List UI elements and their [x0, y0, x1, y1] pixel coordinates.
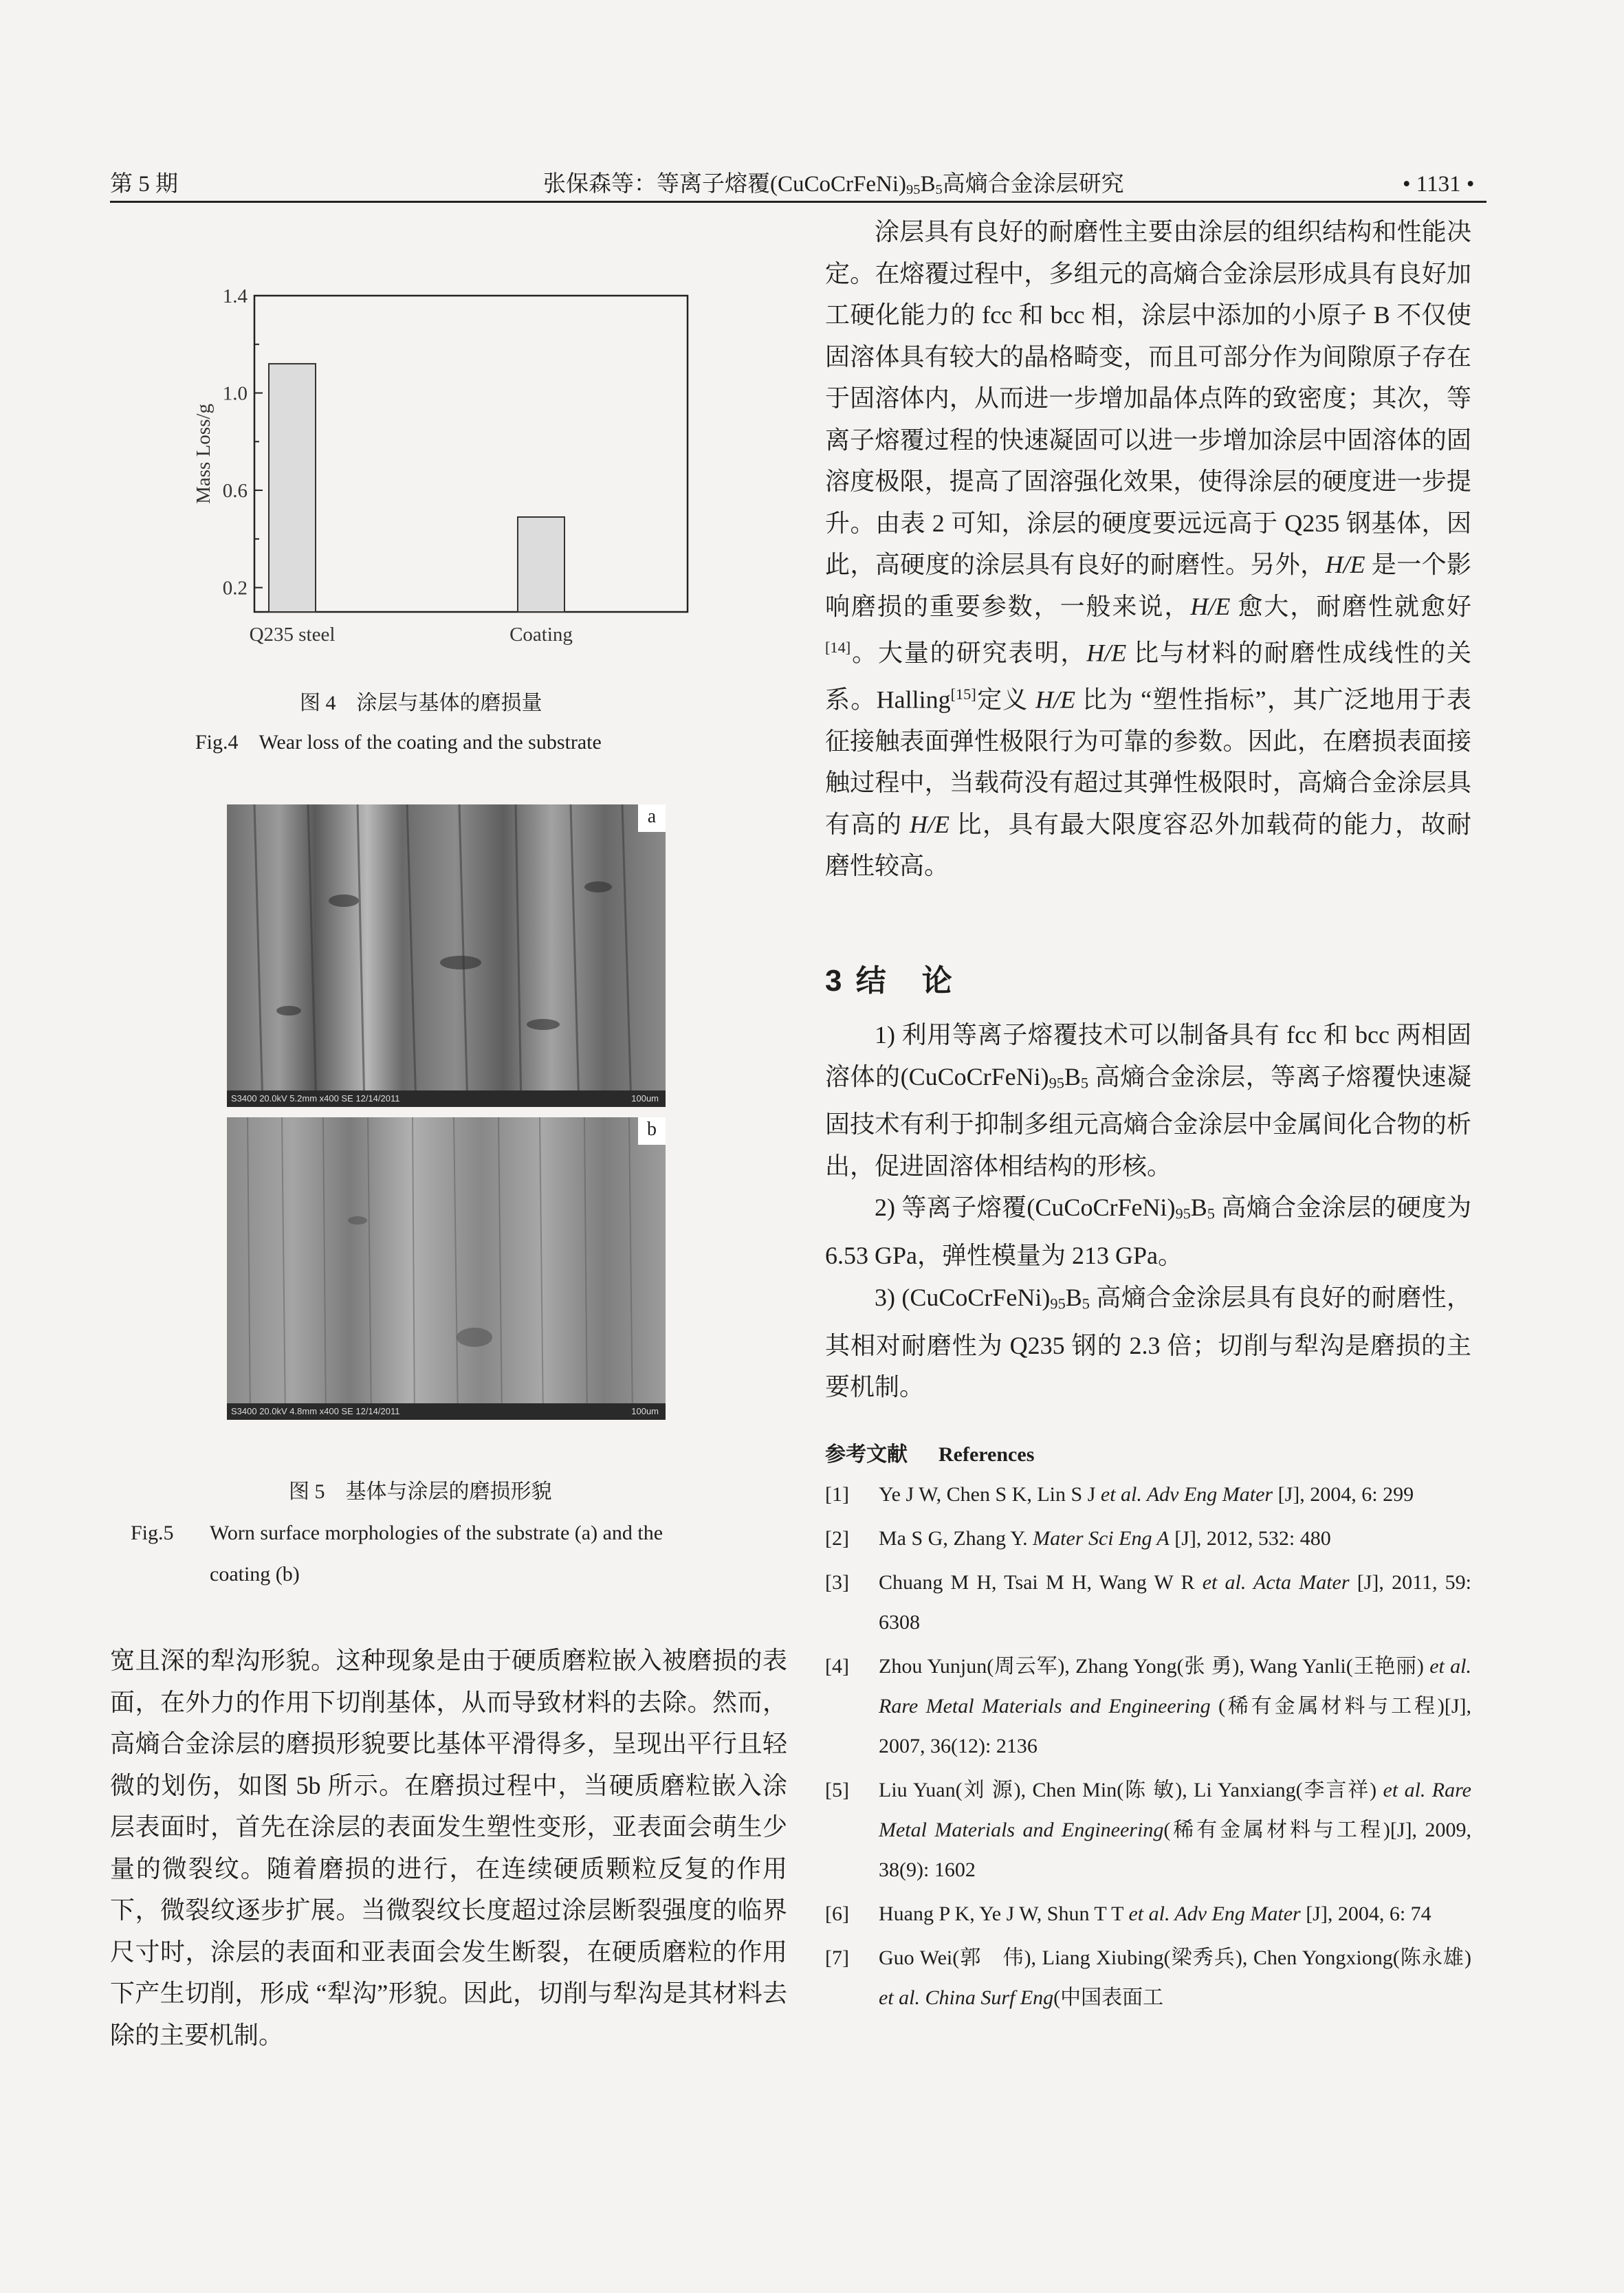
- fig4-caption-en: Fig.4 Wear loss of the coating and the substrate: [195, 731, 602, 754]
- reference-item: [825, 1647, 1471, 1766]
- left-body-text: [110, 1640, 787, 2056]
- rp-he-3: H/E: [1086, 639, 1127, 667]
- reference-number: [3]: [825, 1571, 849, 1594]
- c2-sub2: 5: [1207, 1205, 1215, 1222]
- y-tick-label: 0.6: [222, 480, 248, 503]
- c3-sub1: 95: [1050, 1295, 1066, 1313]
- ref-4-i: et al. Rare Metal Materials and Engineering: [879, 1655, 1471, 1718]
- sem-texture-b: [227, 1117, 666, 1420]
- fig4-caption-cn: 图 4 涂层与基体的磨损量: [300, 692, 542, 714]
- c3-sub2: 5: [1082, 1295, 1090, 1313]
- ref-6-b: [J], 2004, 6: 74: [1300, 1902, 1431, 1925]
- ref-6-i: et al. Adv Eng Mater: [1128, 1902, 1301, 1925]
- reference-number: [2]: [825, 1527, 849, 1550]
- ref-3-i: et al. Acta Mater: [1202, 1571, 1350, 1594]
- sem-info-b: S3400 20.0kV 4.8mm x400 SE 12/14/2011: [231, 1406, 400, 1416]
- scale-label-b: 100um: [631, 1406, 659, 1416]
- rp-1: 涂层具有良好的耐磨性主要由涂层的组织结构和性能决定。在熔覆过程中，多组元的高熵合金涂层形成具有良好加工硬化能力的 fcc 和 bcc 相，涂层中添加的小原子 B 不仅使固溶体具有较大的晶格畸变，而且可部分作为间隙原子存在于固溶体内，从而进一步增加晶体点阵的致密度；其次，等离子熔覆过程的快速凝固可以进一步增加涂层中固溶体的固溶度极限，提高了固溶强化效果，使得涂层的硬度进一步提升。由表 2 可知，涂层的硬度要远远高于 Q235 钢基体，因此，高硬度的涂层具有良好的耐磨性。另外，: [825, 218, 1471, 578]
- rp-8: 比，具有最大限度容忍外加载荷的能力，故耐磨性较高。: [825, 810, 1471, 880]
- ref-1-a: Ye J W, Chen S K, Lin S J: [879, 1483, 1101, 1506]
- c2-a: 2) 等离子熔覆(CuCoCrFeNi): [875, 1194, 1176, 1222]
- sem-image-b: [227, 1117, 666, 1420]
- reference-list: [825, 1475, 1471, 2022]
- sem-info-a: S3400 20.0kV 5.2mm x400 SE 12/14/2011: [231, 1093, 400, 1104]
- y-tick-label: 1.4: [222, 285, 248, 307]
- rp-4: 。大量的研究表明，: [851, 639, 1087, 667]
- y-axis-label: Mass Loss/g: [193, 404, 215, 504]
- c1-c: 高熵合金涂层，等离子熔覆快速凝固技术有利于抑制多组元高熵合金涂层中金属间化合物的析出，促进固溶体相结构的形核。: [825, 1062, 1471, 1180]
- ref-3-a: Chuang M H, Tsai M H, Wang W R: [879, 1571, 1203, 1594]
- ref-3-b: [J], 2011, 59: 6308: [879, 1571, 1471, 1634]
- c1-a: 1) 利用等离子熔覆技术可以制备具有 fcc 和 bcc 两相固溶体的(CuCoCrFeNi): [825, 1021, 1471, 1090]
- bar-q235-steel: [269, 364, 316, 612]
- fig5-caption-en-line2: coating (b): [210, 1563, 300, 1586]
- right-body-text: [825, 211, 1471, 887]
- c3-b: B: [1065, 1283, 1082, 1311]
- running-title-mid: B: [920, 172, 936, 197]
- c2-c: 高熵合金涂层的硬度为 6.53 GPa，弹性模量为 213 GPa。: [825, 1194, 1471, 1270]
- ref-7-i: et al. China Surf Eng: [879, 1986, 1054, 2009]
- x-axis: [250, 624, 573, 646]
- scale-label-a: 100um: [631, 1093, 659, 1104]
- reference-item: [825, 1475, 1471, 1515]
- chart-frame: [254, 296, 688, 612]
- rp-7: 比为 “塑性指标”，其广泛地用于表征接触表面弹性极限行为可靠的参数。因此，在磨损表面接触过程中，当载荷没有超过其弹性极限时，高熵合金涂层具有高的: [825, 685, 1471, 838]
- references-heading-cn: 参考文献: [825, 1443, 908, 1466]
- fig5-caption-cn: 图 5 基体与涂层的磨损形貌: [289, 1480, 552, 1503]
- sem-info-bar-b: [227, 1403, 666, 1420]
- running-title: [543, 171, 1124, 204]
- c2-b: B: [1190, 1194, 1207, 1222]
- rp-5: 比与材料的耐磨性成线性的关系。Halling: [825, 639, 1471, 714]
- x-tick-label: Q235 steel: [249, 624, 336, 646]
- section-heading-conclusion: 3 结 论: [825, 964, 955, 998]
- ref-7-a: Guo Wei(郭 伟), Liang Xiubing(梁秀兵), Chen Yongxiong(陈永雄): [879, 1946, 1471, 1969]
- fig5-caption-en-line1: Worn surface morphologies of the substrate (a) and the: [210, 1522, 663, 1544]
- y-tick-label: 0.2: [222, 577, 248, 600]
- ref-4-b: (稀有金属材料与工程)[J], 2007, 36(12): 2136: [879, 1695, 1472, 1757]
- rp-he-4: H/E: [1035, 685, 1075, 714]
- reference-number: [1]: [825, 1483, 849, 1506]
- c3-c: 高熵合金涂层具有良好的耐磨性，其相对耐磨性为 Q235 钢的 2.3 倍；切削与犁沟是磨损的主要机制。: [825, 1283, 1471, 1401]
- rp-6: 定义: [976, 685, 1035, 714]
- rp-2: 是一个影响磨损的重要参数，一般来说，: [825, 551, 1471, 620]
- ref-2-b: [J], 2012, 532: 480: [1169, 1527, 1331, 1550]
- c1-b: B: [1064, 1062, 1081, 1090]
- ref-5-i: et al. Rare Metal Materials and Engineering: [879, 1779, 1471, 1841]
- panel-b-label: b: [638, 1117, 666, 1145]
- reference-number: [5]: [825, 1779, 849, 1801]
- rp-he-2: H/E: [1190, 592, 1231, 620]
- header-rule: [110, 201, 1486, 203]
- running-title-prefix: 张保森等：等离子熔覆(CuCoCrFeNi): [543, 172, 906, 197]
- panel-a-label: a: [638, 804, 666, 832]
- right-paragraph: [825, 211, 1471, 887]
- reference-item: [825, 1770, 1471, 1890]
- bar-coating: [518, 517, 564, 612]
- rp-3: 愈大，耐磨性就愈好: [1230, 592, 1471, 620]
- rp-he-5: H/E: [910, 810, 950, 838]
- bars: [269, 364, 564, 612]
- c1-sub2: 5: [1080, 1073, 1089, 1091]
- x-tick-label: Coating: [509, 624, 573, 646]
- references-heading-en: References: [939, 1443, 1035, 1466]
- c2-sub1: 95: [1175, 1205, 1191, 1222]
- reference-number: [7]: [825, 1946, 849, 1969]
- reference-number: [6]: [825, 1902, 849, 1925]
- references-heading: [825, 1437, 1034, 1467]
- citation-14: [14]: [825, 639, 851, 656]
- running-title-sub1: 95: [906, 182, 921, 198]
- reference-item: [825, 1894, 1471, 1934]
- ref-5-b: (稀有金属材料与工程)[J], 2009, 38(9): 1602: [879, 1819, 1472, 1881]
- running-title-suffix: 高熵合金涂层研究: [942, 172, 1124, 197]
- c1-sub1: 95: [1049, 1073, 1064, 1091]
- ref-7-b: (中国表面工: [1053, 1986, 1164, 2009]
- reference-item: [825, 1563, 1471, 1643]
- sem-texture-a: [227, 804, 666, 1107]
- sem-info-bar-a: [227, 1090, 666, 1107]
- fig4-bar-chart: [172, 282, 743, 660]
- rp-he-1: H/E: [1325, 551, 1365, 578]
- citation-15: [15]: [950, 685, 976, 703]
- ref-5-a: Liu Yuan(刘 源), Chen Min(陈 敏), Li Yanxiang(李言祥): [879, 1779, 1383, 1801]
- ref-6-a: Huang P K, Ye J W, Shun T T: [879, 1902, 1129, 1925]
- running-title-sub2: 5: [935, 182, 943, 198]
- sem-image-a: [227, 804, 666, 1107]
- issue-label: 第 5 期: [110, 172, 178, 197]
- reference-number: [4]: [825, 1655, 849, 1678]
- page-number: • 1131 •: [1403, 172, 1475, 197]
- reference-item: [825, 1938, 1471, 2018]
- y-tick-label: 1.0: [222, 382, 248, 405]
- ref-1-b: [J], 2004, 6: 299: [1273, 1483, 1414, 1506]
- c3-a: 3) (CuCoCrFeNi): [875, 1283, 1051, 1311]
- reference-item: [825, 1519, 1471, 1559]
- y-axis: [223, 285, 263, 600]
- ref-4-a: Zhou Yunjun(周云军), Zhang Yong(张 勇), Wang Yanli(王艳丽): [879, 1655, 1430, 1678]
- conclusion-1: [825, 1014, 1471, 1187]
- conclusions: [825, 1014, 1471, 1408]
- conclusion-3: [825, 1277, 1471, 1408]
- left-paragraph: 宽且深的犁沟形貌。这种现象是由于硬质磨粒嵌入被磨损的表面，在外力的作用下切削基体，从而导致材料的去除。然而，高熵合金涂层的磨损形貌要比基体平滑得多，呈现出平行且轻微的划伤，如图 5b 所示。在磨损过程中，当硬质磨粒嵌入涂层表面时，首先在涂层的表面发生塑性变形，亚表面会萌生少量的微裂纹。随着磨损的进行，在连续硬质颗粒反复的作用下，微裂纹逐步扩展。当微裂纹长度超过涂层断裂强度的临界尺寸时，涂层的表面和亚表面会发生断裂，在硬质磨粒的作用下产生切削，形成 “犁沟”形貌。因此，切削与犁沟是其材料去除的主要机制。: [110, 1647, 787, 2049]
- ref-2-i: Mater Sci Eng A: [1033, 1527, 1170, 1550]
- fig5-caption-en-num: Fig.5: [131, 1522, 174, 1544]
- ref-2-a: Ma S G, Zhang Y.: [879, 1527, 1033, 1550]
- conclusion-2: [825, 1187, 1471, 1276]
- ref-1-i: et al. Adv Eng Mater: [1100, 1483, 1273, 1506]
